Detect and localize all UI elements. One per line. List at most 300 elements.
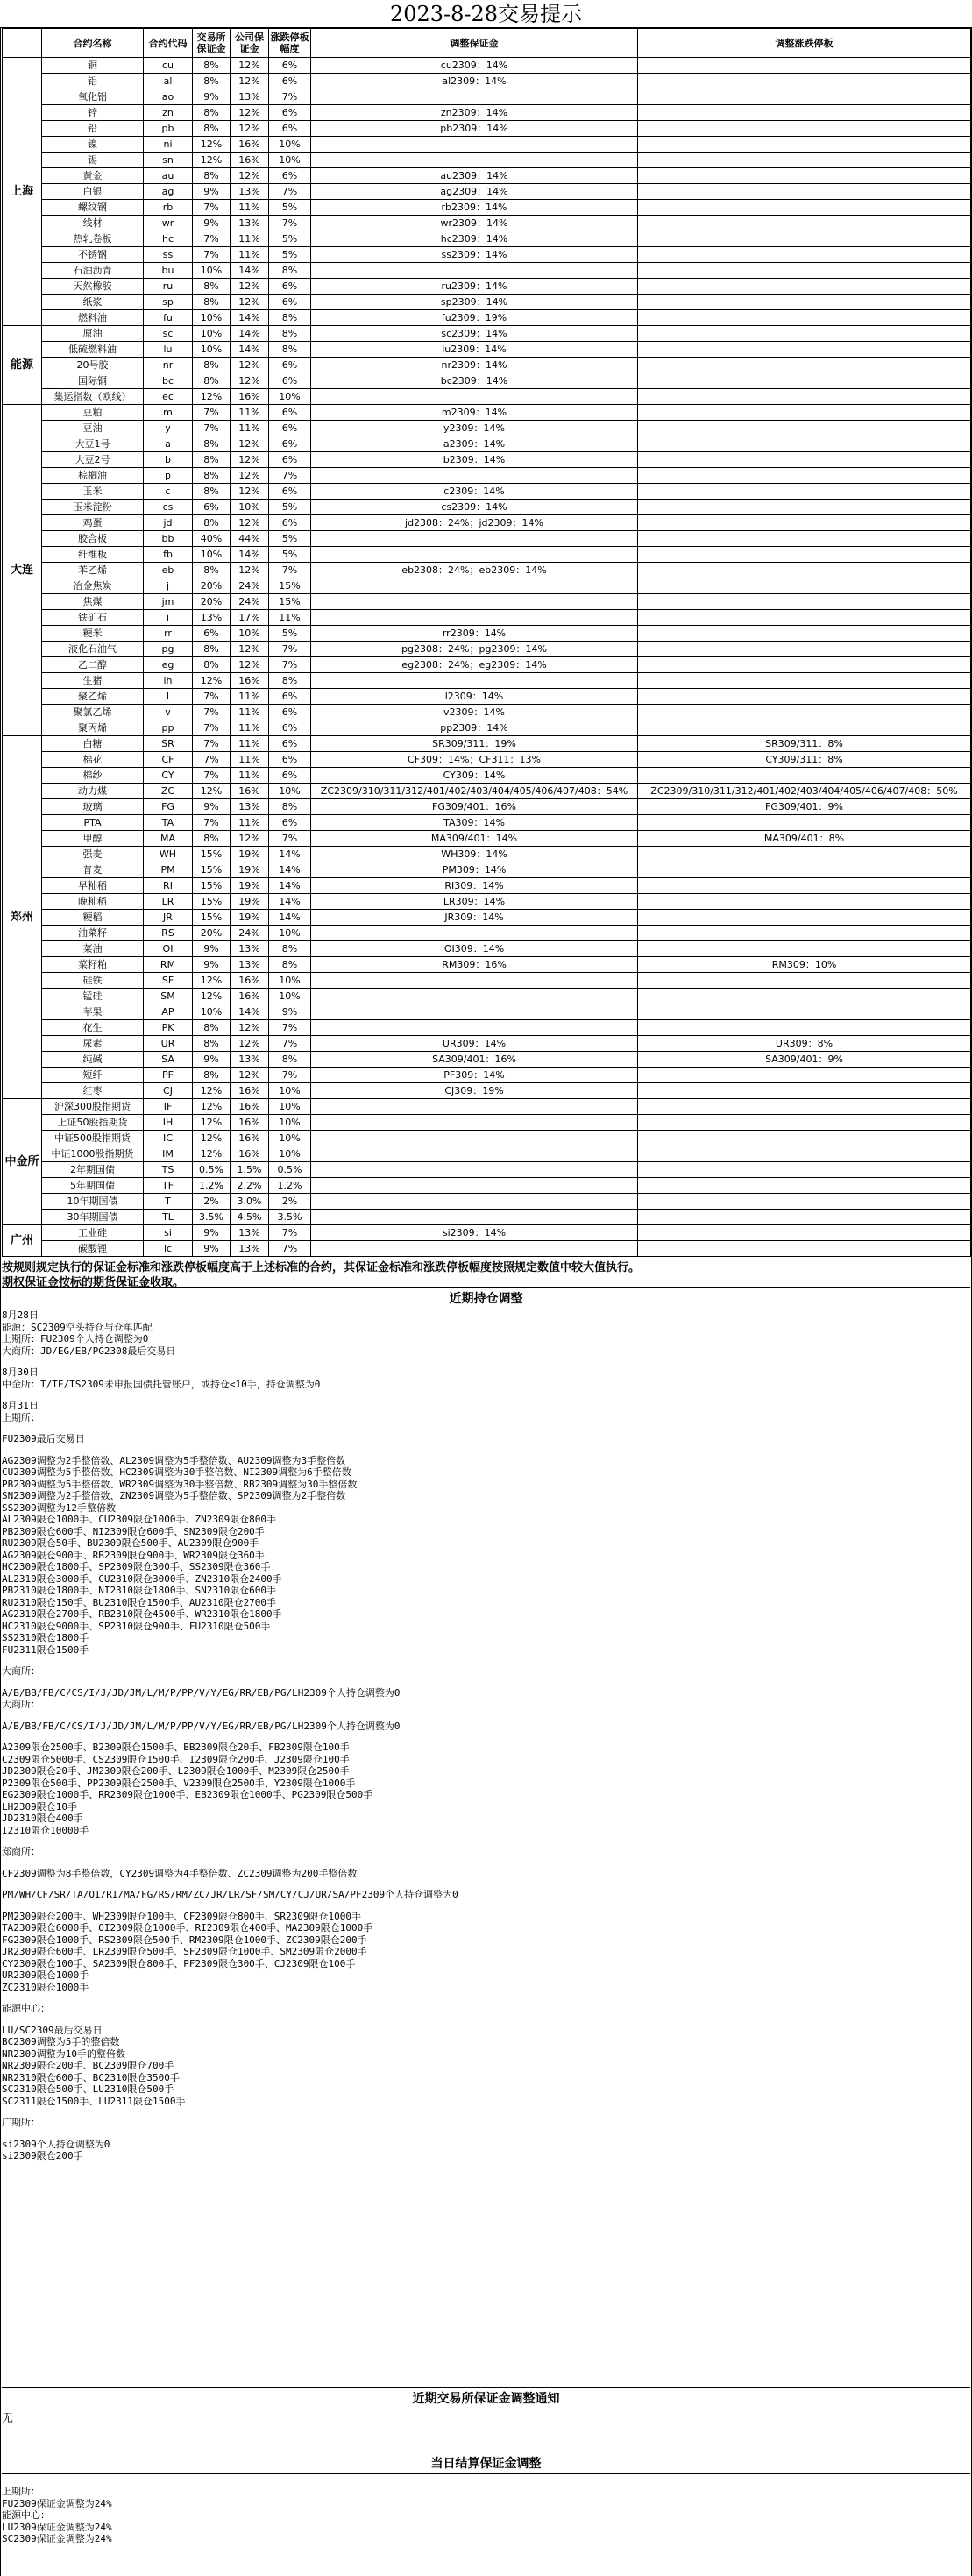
contract-code: TS (144, 1162, 193, 1178)
contract-code: TA (144, 815, 193, 831)
table-row (3, 626, 971, 642)
adjusted-margin (311, 1210, 638, 1225)
contract-name: 棉纱 (42, 768, 144, 784)
price-limit: 10% (269, 926, 311, 941)
table-row (3, 578, 971, 594)
table-row (3, 231, 971, 247)
position-line: SS2310限仓1800手 (2, 1632, 89, 1643)
table-row (3, 184, 971, 200)
adjusted-limit (638, 58, 971, 74)
contract-code: CJ (144, 1083, 193, 1099)
contract-name: 早籼稻 (42, 878, 144, 894)
price-limit: 6% (269, 752, 311, 768)
adjusted-margin (311, 1131, 638, 1146)
table-row (3, 326, 971, 342)
exchange-margin: 7% (193, 421, 231, 436)
exchange-margin: 6% (193, 626, 231, 642)
price-limit: 6% (269, 121, 311, 137)
contract-name: 铅 (42, 121, 144, 137)
adjusted-margin: lu2309：14% (311, 342, 638, 358)
price-limit: 5% (269, 231, 311, 247)
exchange-margin: 7% (193, 200, 231, 216)
company-margin: 19% (231, 878, 269, 894)
contract-code: WH (144, 847, 193, 862)
position-line: 能源：SC2309空头持仓与仓单匹配 (2, 1321, 153, 1333)
exchange-margin: 12% (193, 1146, 231, 1162)
company-margin: 12% (231, 105, 269, 121)
exchange-margin: 10% (193, 1004, 231, 1020)
exchange-margin: 12% (193, 989, 231, 1004)
contract-name: 苹果 (42, 1004, 144, 1020)
price-limit: 6% (269, 358, 311, 373)
adjusted-limit (638, 310, 971, 326)
contract-code: CF (144, 752, 193, 768)
header-adjust-limit: 调整涨跌停板 (638, 29, 971, 58)
contract-name: 中证500股指期货 (42, 1131, 144, 1146)
exchange-margin: 1.2% (193, 1178, 231, 1194)
adjusted-limit (638, 358, 971, 373)
table-row (3, 642, 971, 657)
company-margin: 12% (231, 642, 269, 657)
table-row (3, 1131, 971, 1146)
position-line (2, 1858, 970, 1868)
contract-name: 普麦 (42, 862, 144, 878)
table-row (3, 58, 971, 74)
position-line: 能源中心： (2, 2003, 50, 2014)
company-margin: 16% (231, 973, 269, 989)
contract-name: 原油 (42, 326, 144, 342)
price-limit: 6% (269, 452, 311, 468)
company-margin: 19% (231, 862, 269, 878)
contract-name: 燃料油 (42, 310, 144, 326)
settlement-line (2, 2476, 970, 2486)
position-line (2, 1879, 970, 1889)
contract-code: ss (144, 247, 193, 263)
adjusted-margin: hc2309：14% (311, 231, 638, 247)
price-limit: 6% (269, 720, 311, 736)
exchange-margin: 8% (193, 657, 231, 673)
adjusted-margin: PM309：14% (311, 862, 638, 878)
contract-name: 豆粕 (42, 405, 144, 421)
exchange-margin: 10% (193, 342, 231, 358)
exchange-margin: 8% (193, 484, 231, 500)
position-line: JD2310限仓400手 (2, 1813, 83, 1824)
contract-name: 不锈钢 (42, 247, 144, 263)
price-limit: 3.5% (269, 1210, 311, 1225)
adjusted-limit (638, 689, 971, 705)
contract-name: 聚氯乙烯 (42, 705, 144, 720)
company-margin: 16% (231, 784, 269, 799)
company-margin: 16% (231, 1099, 269, 1115)
table-row (3, 452, 971, 468)
table-row (3, 878, 971, 894)
position-line: 8月28日 (2, 1309, 39, 1321)
contract-code: jd (144, 515, 193, 531)
contract-code: rr (144, 626, 193, 642)
contract-code: al (144, 74, 193, 89)
adjusted-limit (638, 105, 971, 121)
contract-code: RS (144, 926, 193, 941)
position-line: TA2309限仓6000手、OI2309限仓1000手、RI2309限仓400手、MA2309限仓1000手 (2, 1922, 373, 1934)
contract-name: 白银 (42, 184, 144, 200)
contract-name: 豆油 (42, 421, 144, 436)
exchange-margin: 9% (193, 184, 231, 200)
company-margin: 16% (231, 389, 269, 405)
contract-name: 聚乙烯 (42, 689, 144, 705)
contract-code: eg (144, 657, 193, 673)
table-row (3, 484, 971, 500)
adjusted-margin (311, 531, 638, 547)
adjusted-margin (311, 1004, 638, 1020)
contract-name: PTA (42, 815, 144, 831)
contract-code: ru (144, 279, 193, 295)
header-adjust-margin: 调整保证金 (311, 29, 638, 58)
table-row (3, 957, 971, 973)
company-margin: 16% (231, 1131, 269, 1146)
price-limit: 7% (269, 184, 311, 200)
table-row (3, 610, 971, 626)
table-row (3, 247, 971, 263)
company-margin: 13% (231, 1225, 269, 1241)
adjusted-margin: pb2309：14% (311, 121, 638, 137)
adjusted-limit (638, 168, 971, 184)
adjusted-limit (638, 279, 971, 295)
price-limit: 5% (269, 247, 311, 263)
contract-code: SA (144, 1052, 193, 1068)
position-line (2, 1732, 970, 1742)
adjusted-margin: sp2309：14% (311, 295, 638, 310)
exchange-margin: 12% (193, 1099, 231, 1115)
adjusted-limit (638, 1241, 971, 1257)
adjusted-margin (311, 153, 638, 168)
settlement-line: SC2309保证金调整为24% (2, 2533, 112, 2544)
contract-code: MA (144, 831, 193, 847)
adjusted-margin (311, 547, 638, 563)
contract-code: ZC (144, 784, 193, 799)
contract-code: lu (144, 342, 193, 358)
adjusted-limit (638, 878, 971, 894)
position-line (2, 1656, 970, 1665)
position-line: SC2310限仓500手、LU2310限仓500手 (2, 2083, 174, 2095)
company-margin: 2.2% (231, 1178, 269, 1194)
table-row (3, 1068, 971, 1083)
table-row (3, 847, 971, 862)
header-margin-company: 公司保证金 (231, 29, 269, 58)
adjusted-margin (311, 1162, 638, 1178)
table-row (3, 405, 971, 421)
company-margin: 3.0% (231, 1194, 269, 1210)
company-margin: 13% (231, 941, 269, 957)
table-row (3, 862, 971, 878)
price-limit: 6% (269, 689, 311, 705)
exchange-label: 上海 (3, 58, 42, 326)
position-line (2, 1357, 970, 1366)
contract-code: pp (144, 720, 193, 736)
exchange-margin: 8% (193, 1068, 231, 1083)
price-limit: 7% (269, 1225, 311, 1241)
position-line: A2309限仓2500手、B2309限仓1500手、BB2309限仓20手、FB2309限仓100手 (2, 1742, 350, 1753)
price-limit: 7% (269, 1241, 311, 1257)
contract-name: 粳米 (42, 626, 144, 642)
position-line (2, 1423, 970, 1433)
exchange-margin: 9% (193, 1052, 231, 1068)
exchange-margin: 10% (193, 547, 231, 563)
adjusted-limit: SR309/311：8% (638, 736, 971, 752)
price-limit: 6% (269, 768, 311, 784)
table-row (3, 973, 971, 989)
adjusted-margin: TA309：14% (311, 815, 638, 831)
contract-name: 锌 (42, 105, 144, 121)
adjusted-limit (638, 1004, 971, 1020)
table-row (3, 1052, 971, 1068)
adjusted-margin (311, 610, 638, 626)
position-line: HC2309限仓1800手、SP2309限仓300手、SS2309限仓360手 (2, 1561, 271, 1572)
position-line: BC2309调整为5手的整倍数 (2, 2036, 120, 2047)
table-row (3, 295, 971, 310)
rules-note-line: 期权保证金按标的期货保证金收取。 (2, 1276, 185, 1289)
adjusted-limit (638, 216, 971, 231)
adjusted-margin: au2309：14% (311, 168, 638, 184)
adjusted-margin: cs2309：14% (311, 500, 638, 515)
adjusted-margin: UR309：14% (311, 1036, 638, 1052)
contract-code: T (144, 1194, 193, 1210)
settlement-line: 上期所： (2, 2486, 40, 2497)
adjusted-margin: nr2309：14% (311, 358, 638, 373)
contract-code: rb (144, 200, 193, 216)
contract-code: PK (144, 1020, 193, 1036)
price-limit: 8% (269, 342, 311, 358)
price-limit: 10% (269, 1099, 311, 1115)
exchange-margin: 8% (193, 452, 231, 468)
company-margin: 24% (231, 594, 269, 610)
company-margin: 14% (231, 1004, 269, 1020)
contract-name: 玻璃 (42, 799, 144, 815)
table-row (3, 768, 971, 784)
company-margin: 12% (231, 1068, 269, 1083)
contract-code: p (144, 468, 193, 484)
price-limit: 7% (269, 1068, 311, 1083)
company-margin: 24% (231, 926, 269, 941)
price-limit: 14% (269, 847, 311, 862)
contract-code: y (144, 421, 193, 436)
exchange-margin: 8% (193, 1020, 231, 1036)
adjusted-limit (638, 1099, 971, 1115)
contract-name: 聚丙烯 (42, 720, 144, 736)
contract-code: bu (144, 263, 193, 279)
price-limit: 7% (269, 831, 311, 847)
position-adjustment-text (2, 1309, 970, 2379)
table-row (3, 1241, 971, 1257)
settlement-line: FU2309保证金调整为24% (2, 2497, 112, 2509)
company-margin: 12% (231, 563, 269, 578)
position-line: 上期所： (2, 1411, 40, 1423)
adjusted-limit (638, 1146, 971, 1162)
price-limit: 5% (269, 626, 311, 642)
exchange-margin: 7% (193, 720, 231, 736)
position-line: FG2309限仓1000手、RS2309限仓500手、RM2309限仓1000手、ZC2309限仓200手 (2, 1934, 367, 1946)
adjusted-margin: si2309：14% (311, 1225, 638, 1241)
adjusted-limit: RM309：10% (638, 957, 971, 973)
table-row (3, 1178, 971, 1194)
contract-code: a (144, 436, 193, 452)
contract-name: 纯碱 (42, 1052, 144, 1068)
adjusted-limit (638, 989, 971, 1004)
contract-name: 棉花 (42, 752, 144, 768)
exchange-label: 中金所 (3, 1099, 42, 1225)
company-margin: 12% (231, 452, 269, 468)
exchange-margin: 8% (193, 515, 231, 531)
contract-name: 玉米 (42, 484, 144, 500)
adjusted-limit (638, 642, 971, 657)
contract-code: eb (144, 563, 193, 578)
table-row (3, 1083, 971, 1099)
company-margin: 12% (231, 295, 269, 310)
contract-code: TF (144, 1178, 193, 1194)
company-margin: 13% (231, 799, 269, 815)
price-limit: 10% (269, 1131, 311, 1146)
adjusted-limit (638, 468, 971, 484)
position-line: A/B/BB/FB/C/CS/I/J/JD/JM/L/M/P/PP/V/Y/EG/RR/EB/PG/LH2309个人持仓调整为0 (2, 1686, 401, 1699)
table-row (3, 799, 971, 815)
contract-code: sp (144, 295, 193, 310)
price-limit: 8% (269, 263, 311, 279)
price-limit: 5% (269, 500, 311, 515)
contract-code: ec (144, 389, 193, 405)
adjusted-limit (638, 705, 971, 720)
contract-name: 集运指数（欧线） (42, 389, 144, 405)
exchange-margin: 12% (193, 1083, 231, 1099)
contract-name: 上证50股指期货 (42, 1115, 144, 1131)
table-body (3, 58, 971, 1257)
price-limit: 6% (269, 405, 311, 421)
company-margin: 11% (231, 815, 269, 831)
position-line: C2309限仓5000手、CS2309限仓1500手、I2309限仓200手、J2309限仓100手 (2, 1753, 350, 1765)
exchange-margin: 9% (193, 799, 231, 815)
company-margin: 11% (231, 421, 269, 436)
price-limit: 10% (269, 784, 311, 799)
adjusted-margin (311, 578, 638, 594)
table-row (3, 263, 971, 279)
contract-code: fb (144, 547, 193, 563)
adjusted-margin (311, 1146, 638, 1162)
adjusted-limit (638, 815, 971, 831)
price-limit: 8% (269, 326, 311, 342)
company-margin: 13% (231, 89, 269, 105)
company-margin: 12% (231, 279, 269, 295)
contract-code: SF (144, 973, 193, 989)
adjusted-margin: bc2309：14% (311, 373, 638, 389)
table-row (3, 673, 971, 689)
contract-code: SR (144, 736, 193, 752)
exchange-margin: 8% (193, 358, 231, 373)
contract-name: 锡 (42, 153, 144, 168)
adjusted-margin: JR309：14% (311, 910, 638, 926)
exchange-margin: 12% (193, 389, 231, 405)
adjusted-margin: m2309：14% (311, 405, 638, 421)
adjusted-limit (638, 1020, 971, 1036)
table-row (3, 547, 971, 563)
position-line: NR2309调整为10手的整倍数 (2, 2047, 125, 2060)
price-limit: 10% (269, 973, 311, 989)
table-row (3, 1004, 971, 1020)
company-margin: 19% (231, 894, 269, 910)
position-line: CU2309调整为5手整倍数、HC2309调整为30手整倍数、NI2309调整为6手整倍数 (2, 1466, 351, 1478)
price-limit: 6% (269, 373, 311, 389)
adjusted-margin (311, 1178, 638, 1194)
contract-name: 油菜籽 (42, 926, 144, 941)
exchange-margin: 13% (193, 610, 231, 626)
exchange-margin: 20% (193, 926, 231, 941)
contract-name: 菜油 (42, 941, 144, 957)
table-row (3, 1020, 971, 1036)
company-margin: 11% (231, 200, 269, 216)
company-margin: 17% (231, 610, 269, 626)
adjusted-limit (638, 1178, 971, 1194)
adjusted-limit (638, 1225, 971, 1241)
contract-code: zn (144, 105, 193, 121)
settlement-line: LU2309保证金调整为24% (2, 2521, 112, 2533)
price-limit: 6% (269, 295, 311, 310)
position-line: I2310限仓10000手 (2, 1824, 89, 1836)
adjusted-margin: ag2309：14% (311, 184, 638, 200)
contract-name: 沪深300股指期货 (42, 1099, 144, 1115)
exchange-margin: 7% (193, 231, 231, 247)
company-margin: 44% (231, 531, 269, 547)
adjusted-margin: al2309：14% (311, 74, 638, 89)
position-line: AL2309限仓1000手、CU2309限仓1000手、ZN2309限仓800手 (2, 1514, 277, 1525)
exchange-margin: 12% (193, 1115, 231, 1131)
position-line: UR2309限仓1000手 (2, 1969, 89, 1981)
exchange-margin: 10% (193, 263, 231, 279)
contract-name: 鸡蛋 (42, 515, 144, 531)
exchange-margin: 12% (193, 137, 231, 153)
contract-name: 乙二醇 (42, 657, 144, 673)
adjusted-limit (638, 89, 971, 105)
position-line: LH2309限仓10手 (2, 1800, 77, 1813)
adjusted-margin: cu2309：14% (311, 58, 638, 74)
contract-code: JR (144, 910, 193, 926)
adjusted-margin (311, 1099, 638, 1115)
contract-code: pg (144, 642, 193, 657)
position-line: JD2309限仓20手、JM2309限仓200手、L2309限仓1000手、M2309限仓2500手 (2, 1765, 350, 1777)
table-row (3, 784, 971, 799)
adjusted-margin (311, 1115, 638, 1131)
contract-code: AP (144, 1004, 193, 1020)
price-limit: 6% (269, 105, 311, 121)
table-row (3, 105, 971, 121)
price-limit: 14% (269, 862, 311, 878)
adjusted-margin: wr2309：14% (311, 216, 638, 231)
position-line: AG2309限仓900手、RB2309限仓900手、WR2309限仓360手 (2, 1549, 265, 1561)
position-line (2, 1445, 970, 1455)
adjusted-limit (638, 720, 971, 736)
exchange-margin: 8% (193, 373, 231, 389)
position-line: si2309限仓200手 (2, 2150, 83, 2161)
adjusted-limit (638, 121, 971, 137)
adjusted-limit (638, 373, 971, 389)
position-line: SN2309调整为2手整倍数、ZN2309调整为5手整倍数、SP2309调整为2手整倍数 (2, 1490, 346, 1501)
position-line: SC2311限仓1500手、LU2311限仓1500手 (2, 2095, 186, 2107)
adjusted-limit (638, 342, 971, 358)
exchange-margin: 8% (193, 74, 231, 89)
table-row (3, 594, 971, 610)
price-limit: 5% (269, 200, 311, 216)
price-limit: 6% (269, 421, 311, 436)
price-limit: 7% (269, 657, 311, 673)
table-row (3, 153, 971, 168)
price-limit: 7% (269, 216, 311, 231)
adjusted-limit (638, 973, 971, 989)
